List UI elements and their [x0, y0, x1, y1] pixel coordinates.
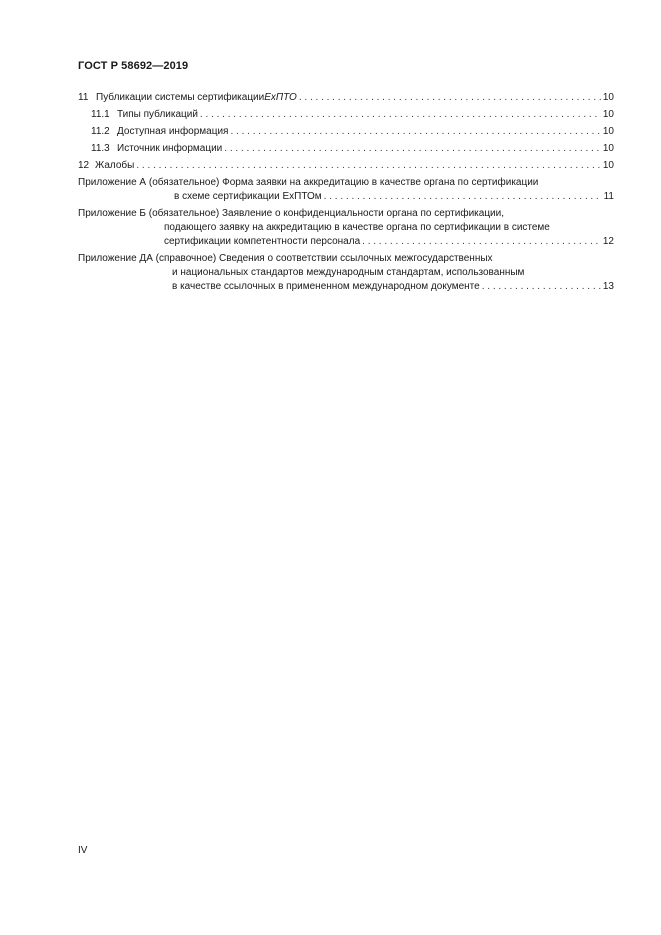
toc-entry-11-3[interactable]	[78, 142, 614, 156]
toc-title-italic: ЕхПТО	[264, 92, 297, 103]
toc-appendix-line-last	[78, 280, 614, 294]
toc-page: 10	[602, 109, 614, 120]
toc-title: Типы публикаций	[117, 109, 198, 120]
toc-number: 12	[78, 160, 90, 171]
toc-leader	[324, 190, 602, 204]
toc-leader	[224, 142, 601, 156]
toc-appendix-b[interactable]	[78, 207, 614, 249]
toc-entry-11-2[interactable]	[78, 125, 614, 139]
toc-appendix-line: и национальных стандартов международным стандартам, использованным	[172, 267, 525, 278]
table-of-contents	[78, 91, 614, 297]
toc-page: 10	[602, 160, 614, 171]
toc-title: сертификации компетентности персонала	[164, 236, 361, 247]
toc-number: 11.3	[91, 143, 110, 154]
toc-page: 10	[602, 143, 614, 154]
toc-leader	[299, 91, 601, 105]
toc-appendix-line: Приложение ДА (справочное) Сведения о соответствии ссылочных межгосударственных	[78, 253, 493, 264]
toc-appendix-a[interactable]	[78, 176, 614, 204]
toc-title: Источник информации	[117, 143, 223, 154]
toc-entry-11-1[interactable]	[78, 108, 614, 122]
toc-appendix-line: Приложение Б (обязательное) Заявление о конфиденциальности органа по сертификации,	[78, 208, 504, 219]
toc-title: Публикации системы сертификации	[96, 92, 265, 103]
toc-appendix-da[interactable]	[78, 252, 614, 294]
toc-page: 12	[602, 236, 614, 247]
toc-leader	[362, 235, 601, 249]
toc-appendix-line-last	[78, 190, 614, 204]
toc-page: 10	[602, 126, 614, 137]
page-number: IV	[78, 845, 88, 856]
toc-page: 11	[603, 191, 614, 202]
toc-page: 10	[602, 92, 614, 103]
toc-appendix-line: подающего заявку на аккредитацию в качестве органа по сертификации в системе	[164, 222, 550, 233]
toc-title: в схеме сертификации ExПТОм	[174, 191, 322, 202]
toc-leader	[230, 125, 600, 139]
toc-page: 13	[602, 281, 614, 292]
toc-number: 11	[78, 92, 89, 103]
toc-appendix-line-last	[78, 235, 614, 249]
toc-leader	[482, 280, 601, 294]
toc-entry-11[interactable]	[78, 91, 614, 105]
toc-title: Жалобы	[95, 160, 135, 171]
document-header: ГОСТ Р 58692—2019	[78, 60, 189, 72]
toc-entry-12[interactable]	[78, 159, 614, 173]
toc-appendix-line: Приложение А (обязательное) Форма заявки на аккредитацию в качестве органа по сертификации	[78, 177, 539, 188]
toc-leader	[200, 108, 601, 122]
toc-number: 11.2	[91, 126, 110, 137]
toc-number: 11.1	[91, 109, 110, 120]
toc-leader	[136, 159, 601, 173]
toc-title: Доступная информация	[117, 126, 229, 137]
toc-title: в качестве ссылочных в примененном международном документе	[172, 281, 480, 292]
